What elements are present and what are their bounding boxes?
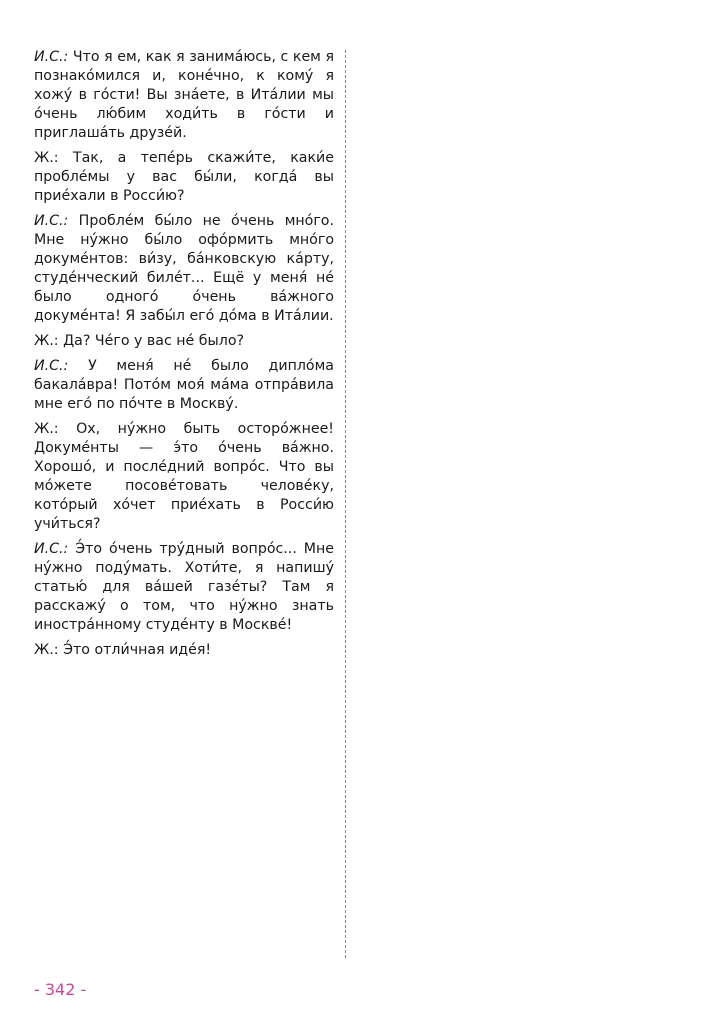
speaker-label: Ж.: xyxy=(34,421,59,437)
line-text: Пробле́м бы́ло не о́чень мно́го. Мне ну́жно бы́ло офо́рмить мно́го докуме́нтов: ви́зу, ба́нковскую ка́рту, студе́нческий биле́т... Ещё у меня́ не́ было одного́ о́чень ва́жного докуме́нта! Я забы́л его́ до́ма в Ита́лии. xyxy=(34,213,334,324)
line-text: Да? Че́го у вас не́ было? xyxy=(63,333,245,349)
speaker-label: И.С.: xyxy=(34,49,69,65)
dialogue-line xyxy=(34,540,334,635)
line-text: Что я ем, как я занима́юсь, с кем я познако́мился и, коне́чно, к кому́ я хожу́ в го́сти! Вы зна́ете, в Ита́лии мы о́чень лю́бим ходи́ть в го́сти и приглаша́ть друзе́й. xyxy=(34,49,334,141)
dialogue-line xyxy=(34,149,334,206)
column-divider xyxy=(345,50,346,958)
line-text: Ох, ну́жно быть осторо́жнее! Докуме́нты — э́то о́чень ва́жно. Хорошо́, и после́дний вопро́с. Что вы мо́жете посове́товать челове́ку, кото́рый хо́чет прие́хать в Росси́ю учи́ться? xyxy=(34,421,334,532)
line-text: У меня́ не́ было дипло́ма бакала́вра! Пото́м моя́ ма́ма отпра́вила мне его́ по по́чте в Москву́. xyxy=(34,358,334,412)
dialogue-line xyxy=(34,212,334,326)
dialogue-line xyxy=(34,641,334,660)
dialogue-line xyxy=(34,48,334,143)
speaker-label: И.С.: xyxy=(34,541,69,557)
speaker-label: Ж.: xyxy=(34,150,59,166)
line-text: Э́то о́чень тру́дный вопро́с... Мне ну́жно поду́мать. Хоти́те, я напишу́ статью́ для ва́шей газе́ты? Там я расскажу́ о том, что ну́жно знать иностра́нному студе́нту в Москве́! xyxy=(34,541,334,633)
dialogue-line xyxy=(34,357,334,414)
speaker-label: Ж.: xyxy=(34,333,59,349)
dialogue-line xyxy=(34,332,334,351)
speaker-label: Ж.: xyxy=(34,642,59,658)
dialogue-line xyxy=(34,420,334,534)
speaker-label: И.С.: xyxy=(34,213,69,229)
dialogue-column xyxy=(34,48,334,666)
speaker-label: И.С.: xyxy=(34,358,69,374)
line-text: Так, а тепе́рь скажи́те, каки́е пробле́мы у вас бы́ли, когда́ вы прие́хали в Росси́ю? xyxy=(34,150,335,204)
line-text: Э́то отли́чная иде́я! xyxy=(63,642,212,658)
page-number: - 342 - xyxy=(34,980,87,999)
